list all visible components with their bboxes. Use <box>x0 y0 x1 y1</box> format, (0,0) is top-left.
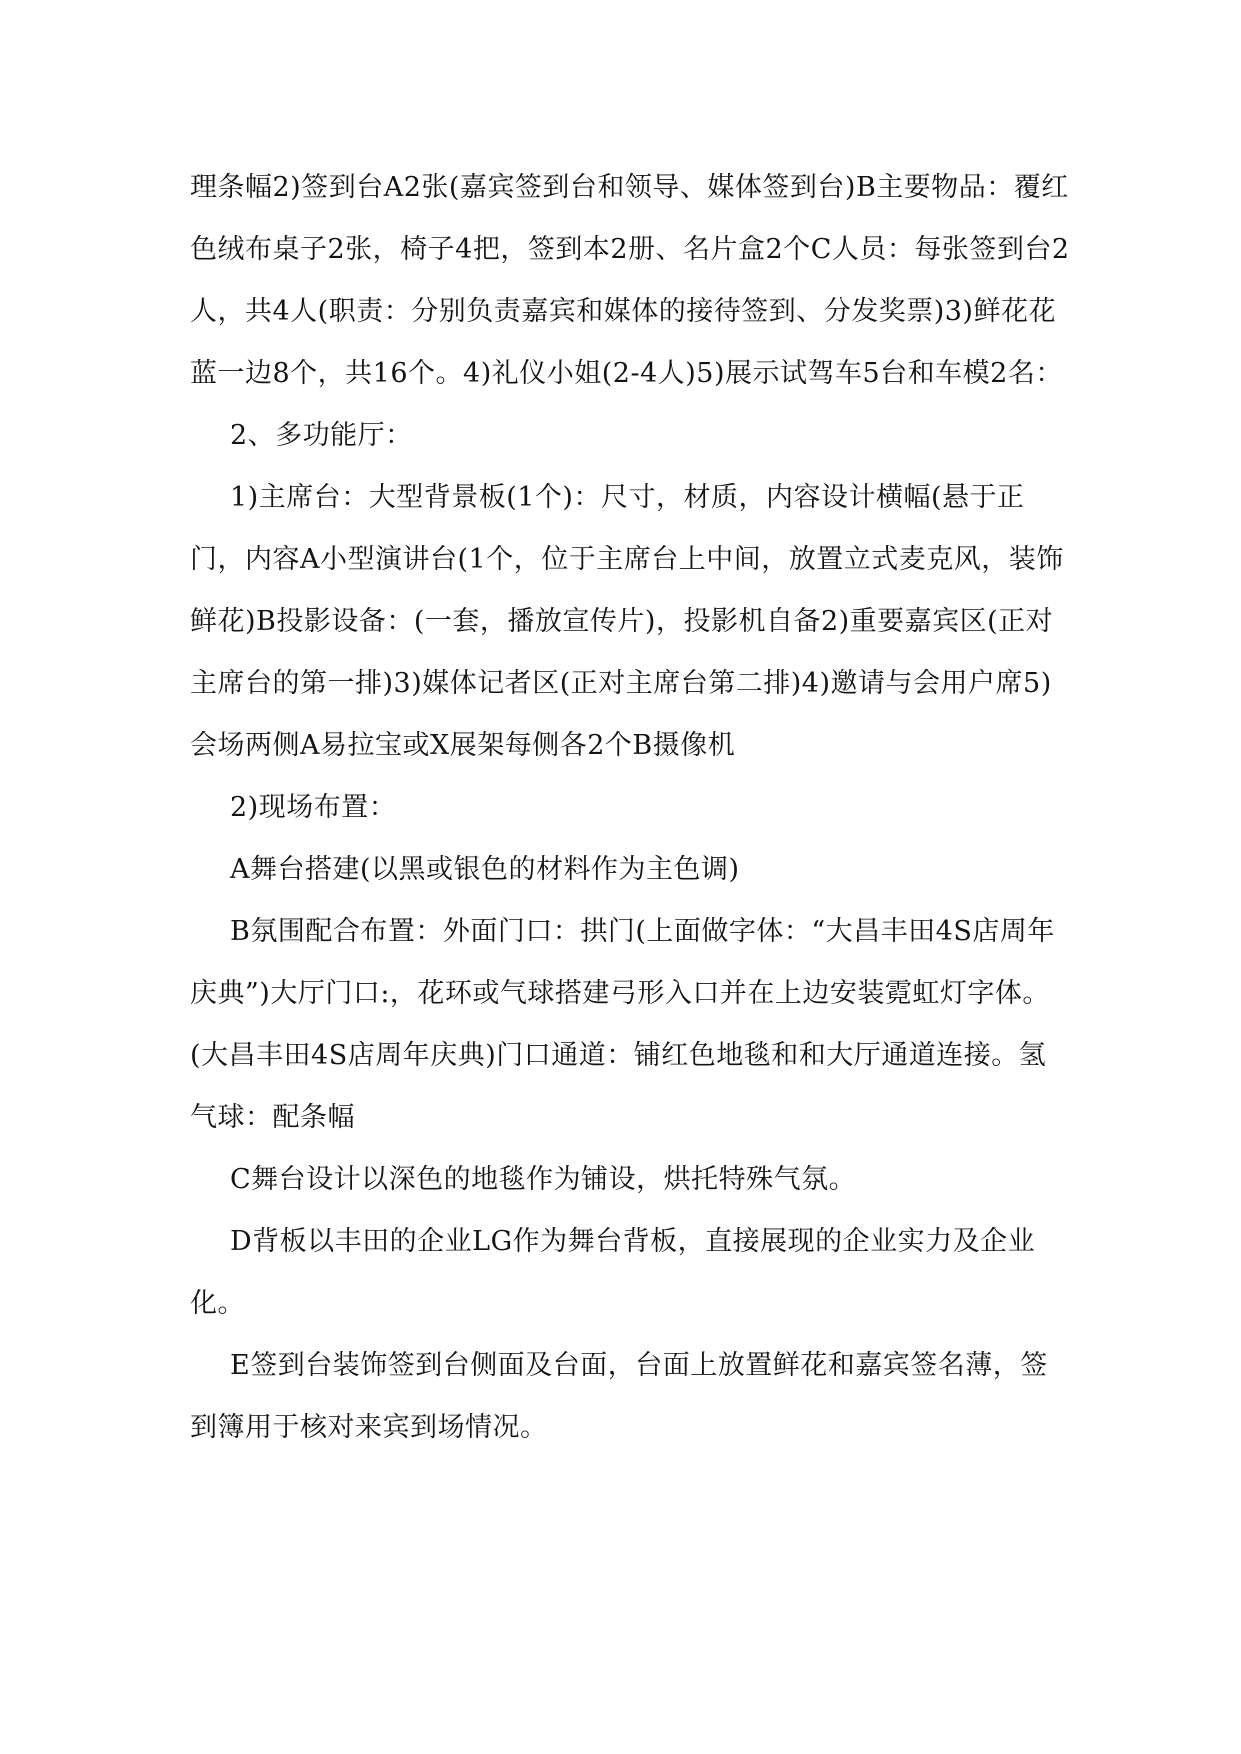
paragraph-sign-in-desk: 理条幅2)签到台A2张(嘉宾签到台和领导、媒体签到台)B主要物品：覆红色绒布桌子2张，椅子4把，签到本2册、名片盒2个C人员：每张签到台2人，共4人(职责：分别负责嘉宾和媒体的接待签到、分发奖票)3)鲜花花蓝一边8个，共16个。4)礼仪小姐(2-4人)5)展示试驾车5台和车模2名： <box>190 172 1070 389</box>
paragraph-stage-design: C舞台设计以深色的地毯作为铺设，烘托特殊气氛。 <box>230 1164 857 1195</box>
paragraph-backdrop: D背板以丰田的企业LG作为舞台背板，直接展现的企业实力及企业化。 <box>190 1226 1036 1319</box>
paragraph-site-layout-heading: 2)现场布置： <box>230 792 397 823</box>
paragraph-main-stage: 1)主席台：大型背景板(1个)：尺寸，材质，内容设计横幅(悬于正门，内容A小型演讲台(1个，位于主席台上中间，放置立式麦克风，装饰鲜花)B投影设备：(一套，播放宣传片)，投影机自备2)重要嘉宾区(正对主席台的第一排)3)媒体记者区(正对主席台第二排)4)邀请与会用户席5)会场两侧A易拉宝或X展架每侧各2个B摄像机 <box>190 482 1064 761</box>
paragraph-sign-in-decoration: E签到台装饰签到台侧面及台面，台面上放置鲜花和嘉宾签名薄，签到簿用于核对来宾到场情况。 <box>190 1350 1048 1443</box>
paragraph-atmosphere-layout: B氛围配合布置：外面门口：拱门(上面做字体：“大昌丰田4S店周年庆典”)大厅门口:，花环或气球搭建弓形入口并在上边安装霓虹灯字体。(大昌丰田4S店周年庆典)门口通道：铺红色地毯和和大厅通道连接。氢气球：配条幅 <box>190 916 1055 1133</box>
paragraph-stage-construction: A舞台搭建(以黑或银色的材料作为主色调) <box>230 854 740 885</box>
document-body <box>190 157 1070 1459</box>
paragraph-multifunction-hall-heading: 2、多功能厅： <box>230 420 413 451</box>
